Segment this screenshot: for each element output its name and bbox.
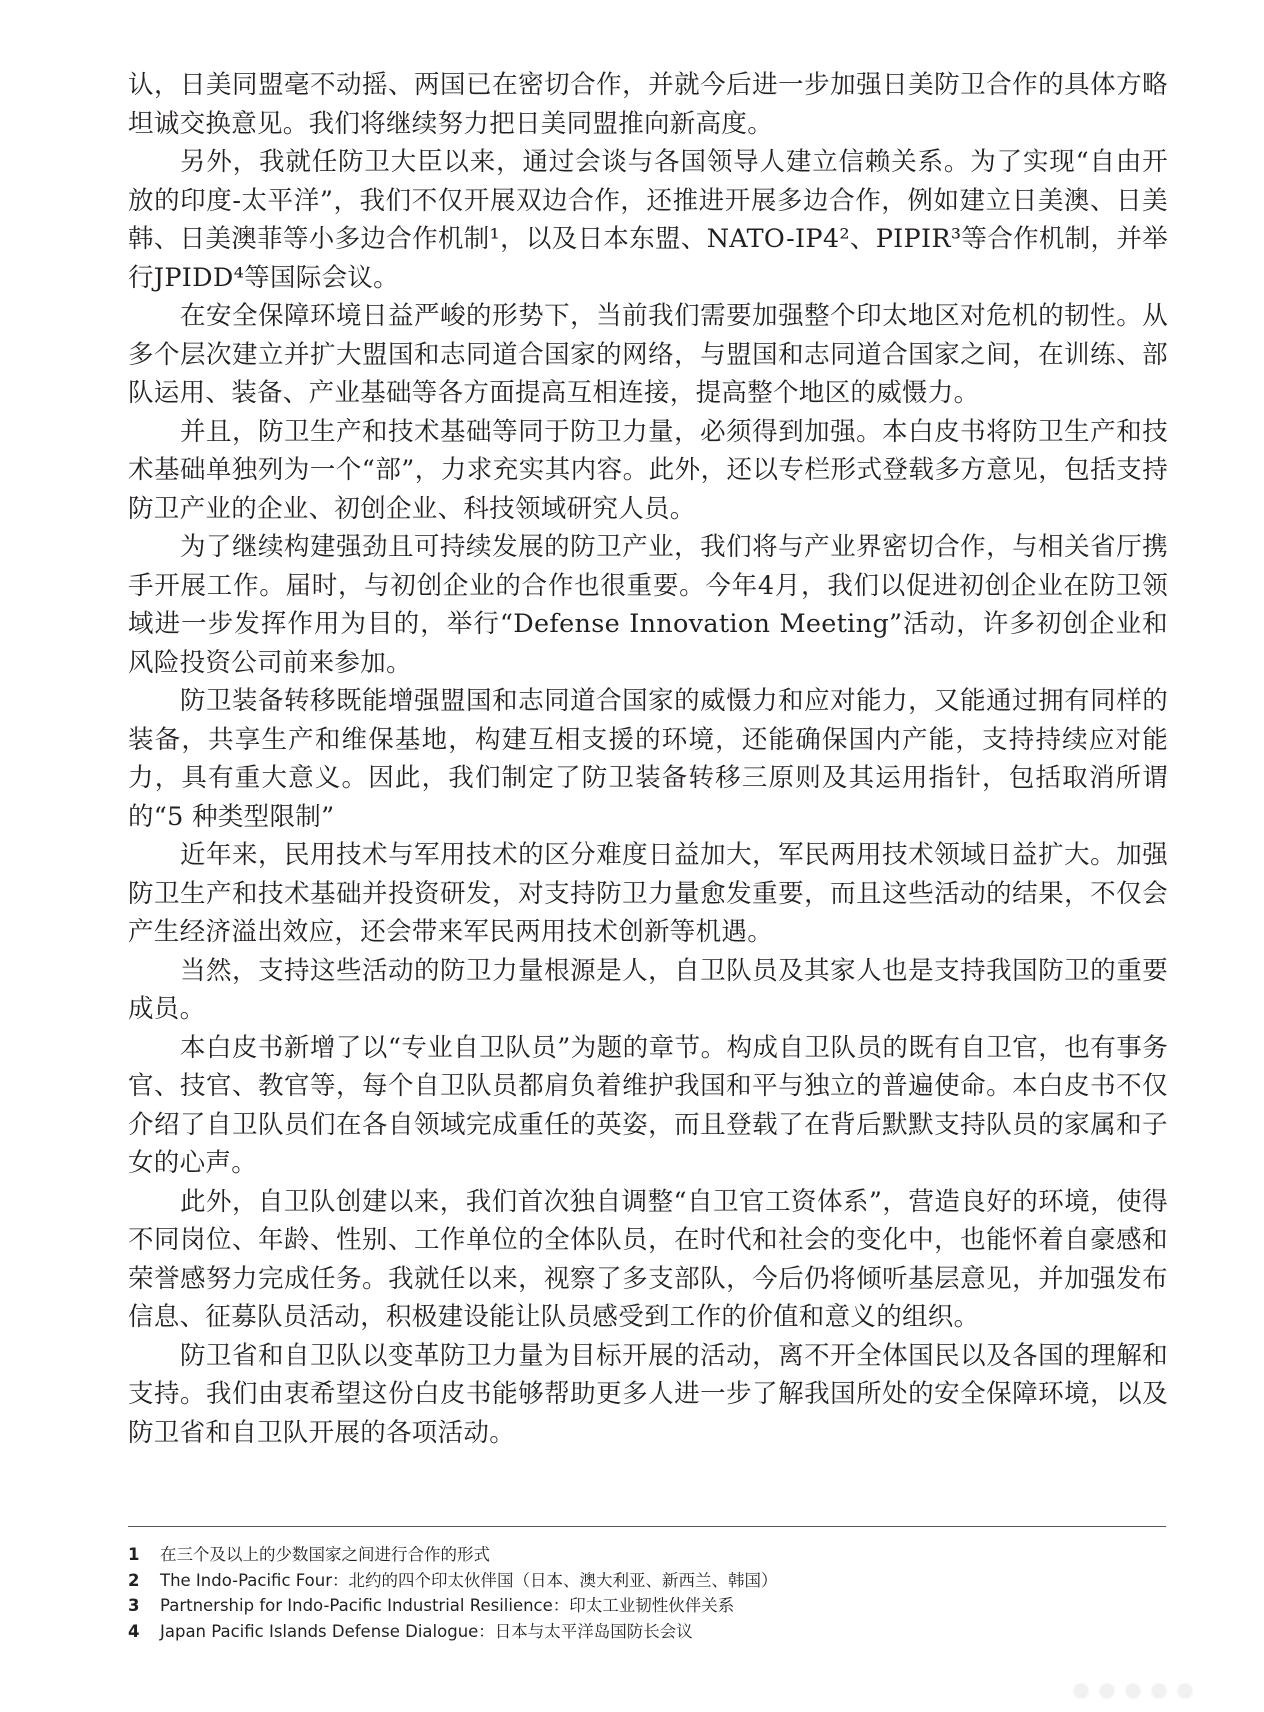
paragraph-1: 认，日美同盟毫不动摇、两国已在密切合作，并就今后进一步加强日美防卫合作的具体方略坦诚交换意见。我们将继续努力把日美同盟推向新高度。 bbox=[128, 70, 1168, 139]
watermark-dot bbox=[1152, 1684, 1166, 1698]
paragraph-3: 在安全保障环境日益严峻的形势下，当前我们需要加强整个印太地区对危机的韧性。从多个层次建立并扩大盟国和志同道合国家的网络，与盟国和志同道合国家之间，在训练、部队运用、装备、产业基础等各方面提高互相连接，提高整个地区的威慑力。 bbox=[128, 301, 1168, 408]
watermark-dot bbox=[1074, 1684, 1088, 1698]
paragraph-5: 为了继续构建强劲且可持续发展的防卫产业，我们将与产业界密切合作，与相关省厅携手开展工作。届时，与初创企业的合作也很重要。今年4月，我们以促进初创企业在防卫领域进一步发挥作用为目的，举行“Defense Innovation Meeting”活动，许多初创企业和风险投资公司前来参加。 bbox=[128, 532, 1168, 678]
paragraph-9: 本白皮书新增了以“专业自卫队员”为题的章节。构成自卫队员的既有自卫官，也有事务官、技官、教官等，每个自卫队员都肩负着维护我国和平与独立的普遍使命。本白皮书不仅介绍了自卫队员们在各自领域完成重任的英姿，而且登载了在背后默默支持队员的家属和子女的心声。 bbox=[128, 1032, 1168, 1178]
footnote-4 bbox=[128, 1619, 1168, 1645]
footnote-1 bbox=[128, 1542, 1168, 1568]
paragraph-10: 此外，自卫队创建以来，我们首次独自调整“自卫官工资体系”，营造良好的环境，使得不同岗位、年龄、性别、工作单位的全体队员，在时代和社会的变化中，也能怀着自豪感和荣誉感努力完成任务。我就任以来，视察了多支部队，今后仍将倾听基层意见，并加强发布信息、征募队员活动，积极建设能让队员感受到工作的价值和意义的组织。 bbox=[128, 1186, 1168, 1332]
paragraph-6: 防卫装备转移既能增强盟国和志同道合国家的威慑力和应对能力，又能通过拥有同样的装备，共享生产和维保基地，构建互相支援的环境，还能确保国内产能，支持持续应对能力，具有重大意义。因此，我们制定了防卫装备转移三原则及其运用指针，包括取消所谓的“5 种类型限制” bbox=[128, 686, 1168, 832]
footnote-text: Japan Pacific Islands Defense Dialogue：日本与太平洋岛国防长会议 bbox=[160, 1621, 693, 1641]
footnote-2 bbox=[128, 1568, 1168, 1594]
paragraph-11: 防卫省和自卫队以变革防卫力量为目标开展的活动，离不开全体国民以及各国的理解和支持。我们由衷希望这份白皮书能够帮助更多人进一步了解我国所处的安全保障环境，以及防卫省和自卫队开展的各项活动。 bbox=[128, 1340, 1168, 1448]
footnote-text: 在三个及以上的少数国家之间进行合作的形式 bbox=[160, 1545, 490, 1564]
footnote-number: 1 bbox=[128, 1545, 140, 1564]
footnote-3 bbox=[128, 1593, 1168, 1619]
footnote-number: 2 bbox=[128, 1570, 140, 1590]
paragraph-2: 另外，我就任防卫大臣以来，通过会谈与各国领导人建立信赖关系。为了实现“自由开放的印度-太平洋”，我们不仅开展双边合作，还推进开展多边合作，例如建立日美澳、日美韩、日美澳菲等小多边合作机制¹，以及日本东盟、NATO-IP4²、PIPIR³等合作机制，并举行JPIDD⁴等国际会议。 bbox=[128, 147, 1168, 293]
footnote-text: Partnership for Indo-Pacific Industrial Resilience：印太工业韧性伙伴关系 bbox=[160, 1596, 735, 1615]
paragraph-8: 当然，支持这些活动的防卫力量根源是人，自卫队员及其家人也是支持我国防卫的重要成员。 bbox=[128, 955, 1168, 1024]
paragraph-7: 近年来，民用技术与军用技术的区分难度日益加大，军民两用技术领域日益扩大。加强防卫生产和技术基础并投资研发，对支持防卫力量愈发重要，而且这些活动的结果，不仅会产生经济溢出效应，还会带来军民两用技术创新等机遇。 bbox=[128, 840, 1168, 947]
footnotes bbox=[128, 1542, 1168, 1644]
watermark-dot bbox=[1126, 1684, 1140, 1698]
footnote-text: The Indo-Pacific Four：北约的四个印太伙伴国（日本、澳大利亚、新西兰、韩国） bbox=[160, 1570, 778, 1590]
watermark-dot bbox=[1178, 1684, 1192, 1698]
footnote-number: 3 bbox=[128, 1596, 140, 1615]
watermark-dots bbox=[1074, 1684, 1192, 1698]
paragraph-4: 并且，防卫生产和技术基础等同于防卫力量，必须得到加强。本白皮书将防卫生产和技术基础单独列为一个“部”，力求充实其内容。此外，还以专栏形式登载多方意见，包括支持防卫产业的企业、初创企业、科技领域研究人员。 bbox=[128, 416, 1168, 524]
footnote-number: 4 bbox=[128, 1621, 140, 1641]
watermark-dot bbox=[1100, 1684, 1114, 1698]
footnote-divider bbox=[128, 1526, 1166, 1527]
body-text bbox=[128, 66, 1168, 1452]
